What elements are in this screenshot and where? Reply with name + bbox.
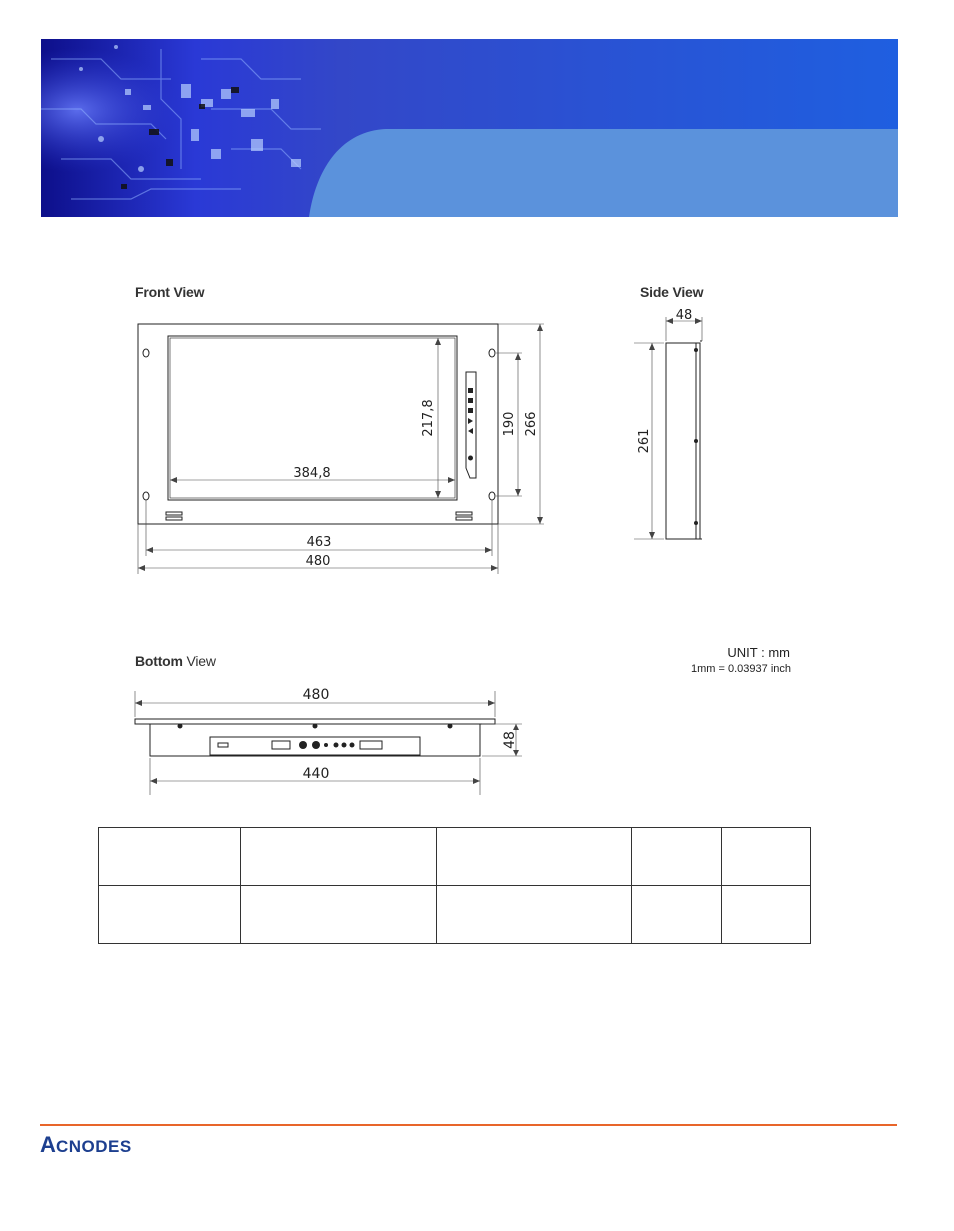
bottom-view-svg <box>130 683 530 798</box>
header-banner <box>41 39 898 217</box>
table-cell <box>436 828 632 886</box>
front-view-svg <box>130 318 550 578</box>
dim-side-depth: 48 <box>675 308 693 323</box>
front-view-title: Front View <box>135 284 205 300</box>
table-cell <box>240 828 436 886</box>
side-view-svg <box>628 305 718 550</box>
side-view-title: Side View <box>640 284 704 300</box>
table-cell <box>722 886 811 944</box>
bottom-view-title <box>135 653 216 669</box>
table-cell <box>99 886 241 944</box>
circuit-board-banner-image <box>41 39 898 217</box>
unit-label: UNIT : mm <box>727 645 790 660</box>
dim-bottom-total-width: 480 <box>302 687 330 703</box>
logo-initial: A <box>40 1132 56 1155</box>
dim-side-height: 261 <box>637 428 652 454</box>
dim-total-width: 480 <box>305 554 331 569</box>
table-cell <box>632 828 722 886</box>
table-row <box>99 886 811 944</box>
table-row <box>99 828 811 886</box>
dim-bottom-body-width: 440 <box>302 766 330 782</box>
dim-mount-width: 463 <box>306 535 332 550</box>
table-cell <box>632 886 722 944</box>
table-cell <box>436 886 632 944</box>
bottom-view-title-rest: View <box>182 653 216 669</box>
bottom-view-title-bold: Bottom <box>135 653 183 669</box>
side-view-drawing <box>628 305 718 550</box>
bottom-view-drawing <box>130 683 530 798</box>
table-cell <box>99 828 241 886</box>
table-cell <box>722 828 811 886</box>
footer-divider <box>40 1124 897 1126</box>
logo-text: CNODES <box>56 1137 132 1155</box>
dim-screen-width: 384,8 <box>293 466 331 481</box>
acnodes-logo <box>40 1131 200 1155</box>
dim-total-height: 266 <box>524 411 539 437</box>
dim-bottom-depth: 48 <box>502 731 518 749</box>
table-cell <box>240 886 436 944</box>
unit-conversion: 1mm = 0.03937 inch <box>691 663 791 675</box>
spec-table <box>98 827 811 944</box>
dim-screen-height: 217,8 <box>421 399 436 437</box>
acnodes-logo-svg <box>40 1131 200 1155</box>
dim-mount-height: 190 <box>502 411 517 437</box>
front-view-drawing <box>130 318 550 578</box>
